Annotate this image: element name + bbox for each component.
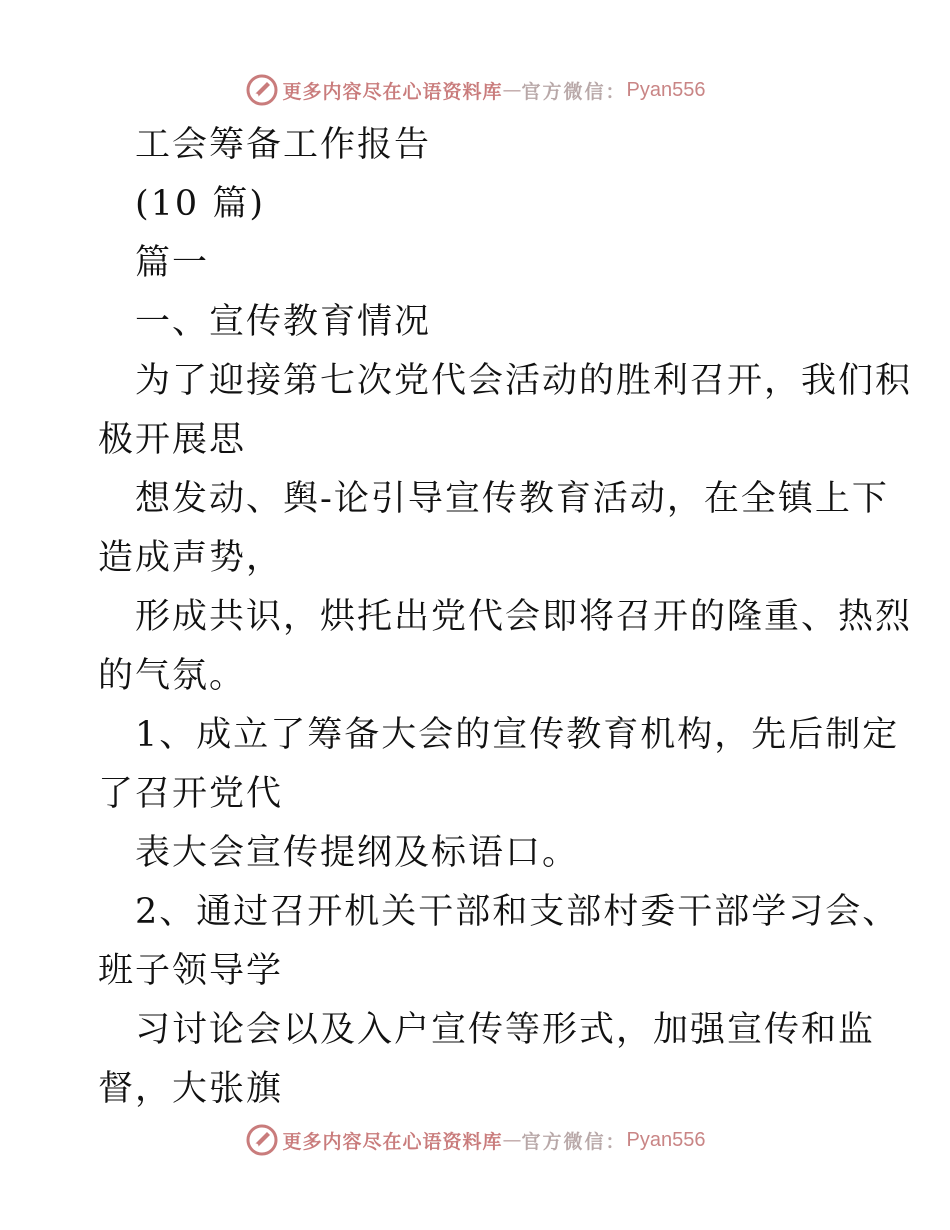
watermark-wechat-id: Pyan556 xyxy=(626,78,706,101)
document-title: 工会筹备工作报告 xyxy=(135,125,432,165)
watermark-sub-text: 官方微信： xyxy=(521,1130,627,1153)
body-line: 2、通过召开机关干部和支部村委干部学习会、 xyxy=(135,892,900,932)
watermark-main-text: 更多内容尽在心语资料库 xyxy=(282,1130,503,1153)
watermark-wechat-id: Pyan556 xyxy=(626,1128,706,1151)
body-line: 1、成立了筹备大会的宣传教育机构，先后制定 xyxy=(135,715,900,755)
body-line: 表大会宣传提纲及标语口。 xyxy=(135,833,580,873)
body-line: 班子领导学 xyxy=(98,951,284,991)
body-line: 造成声势， xyxy=(98,538,284,578)
watermark-sub-text: 官方微信： xyxy=(521,80,627,103)
section-heading: 篇一 xyxy=(135,243,210,283)
header-watermark xyxy=(0,70,950,110)
watermark-separator: — xyxy=(502,79,522,101)
seal-logo-icon xyxy=(245,1123,279,1157)
footer-watermark xyxy=(0,1120,950,1160)
body-line: 极开展思 xyxy=(98,420,247,460)
body-line: 形成共识，烘托出党代会即将召开的隆重、热烈 xyxy=(135,597,913,637)
document-body xyxy=(98,116,913,1119)
watermark-separator: — xyxy=(502,1129,522,1151)
document-subtitle: (10 篇) xyxy=(135,184,265,224)
body-line: 的气氛。 xyxy=(98,656,247,696)
body-line: 为了迎接第七次党代会活动的胜利召开，我们积 xyxy=(135,361,913,401)
body-line: 想发动、舆-论引导宣传教育活动，在全镇上下 xyxy=(135,479,889,519)
body-line: 习讨论会以及入户宣传等形式，加强宣传和监 xyxy=(135,1010,876,1050)
body-line: 了召开党代 xyxy=(98,774,284,814)
subsection-heading: 一、宣传教育情况 xyxy=(135,302,432,342)
body-line: 督，大张旗 xyxy=(98,1069,284,1109)
watermark-main-text: 更多内容尽在心语资料库 xyxy=(282,80,503,103)
seal-logo-icon xyxy=(245,73,279,107)
